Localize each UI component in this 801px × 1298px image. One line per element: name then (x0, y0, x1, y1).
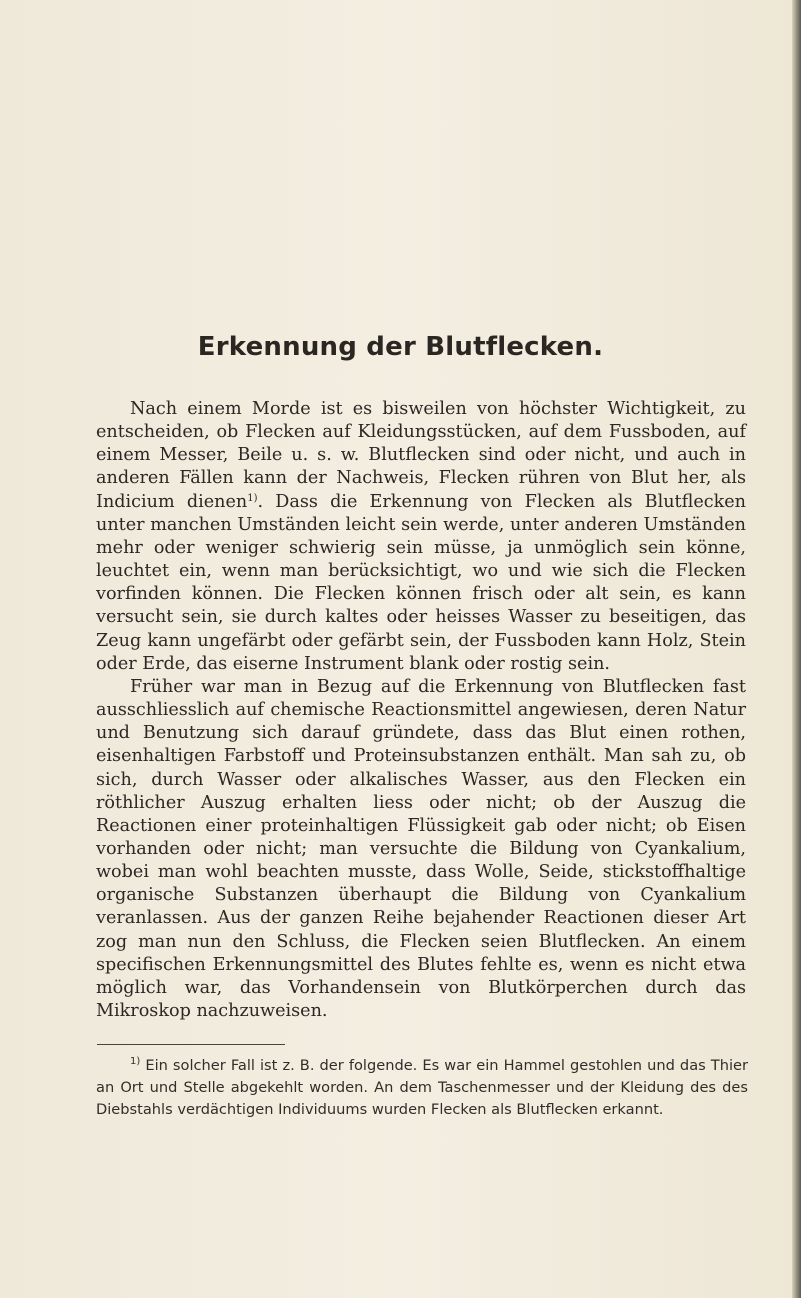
paragraph-1-continuation: . Dass die Erkennung von Flecken als Blutflecken unter manchen Umständen leicht sein werde, unter anderen Umständen mehr oder weniger schwierig sein müsse, ja unmöglich sein könne, leuchtet ein, wenn man berücksichtigt, wo und wie sich die Flecken vorfinden können. Die Flecken können frisch oder alt sein, es kann versucht sein, sie durch kaltes oder heisses Wasser zu beseitigen, das Zeug kann ungefärbt oder gefärbt sein, der Fussboden kann Holz, Stein oder Erde, das eiserne Instrument blank oder rostig sein. (96, 491, 746, 674)
body-text (96, 398, 746, 1023)
paragraph-1 (96, 398, 746, 676)
page-edge (792, 0, 801, 1298)
footnote (96, 1055, 748, 1122)
chapter-title: Erkennung der Blutflecken. (197, 332, 604, 362)
footnote-marker: 1) (130, 1056, 141, 1067)
paragraph-2: Früher war man in Bezug auf die Erkennung von Blutflecken fast ausschliesslich auf chemische Reactionsmittel angewiesen, deren Natur und Benutzung sich darauf gründete, dass das Blut einen rothen, eisenhaltigen Farbstoff und Proteinsubstanzen enthält. Man sah zu, ob sich, durch Wasser oder alkalisches Wasser, aus den Flecken ein röthlicher Auszug erhalten liess oder nicht; ob der Auszug die Reactionen einer proteinhaltigen Flüssigkeit gab oder nicht; ob Eisen vorhanden oder nicht; man versuchte die Bildung von Cyankalium, wobei man wohl beachten musste, dass Wolle, Seide, stickstoffhaltige organische Substanzen überhaupt die Bildung von Cyankalium veranlassen. Aus der ganzen Reihe bejahender Reactionen dieser Art zog man nun den Schluss, die Flecken seien Blutflecken. An einem specifischen Erkennungsmittel des Blutes fehlte es, wenn es nicht etwa möglich war, das Vorhandensein von Blutkörperchen durch das Mikroskop nachzuweisen. (96, 676, 746, 1022)
footnote-reference: 1) (247, 492, 258, 504)
footnote-divider (97, 1044, 285, 1045)
paragraph-1-text: Nach einem Morde ist es bisweilen von höchster Wichtigkeit, zu entscheiden, ob Flecken auf Kleidungsstücken, auf dem Fussboden, auf einem Messer, Beile u. s. w. Blutflecken sind oder nicht, und auch in anderen Fällen kann der Nachweis, Flecken rühren von Blut her, als Indicium dienen (96, 399, 746, 512)
footnote-text: Ein solcher Fall ist z. B. der folgende. Es war ein Hammel gestohlen und das Thier an Ort und Stelle abgekehlt worden. An dem Taschenmesser und der Kleidung des des Diebstahls verdächtigen Individuums wurden Flecken als Blutflecken erkannt. (96, 1057, 748, 1119)
footnote-paragraph (96, 1055, 748, 1122)
